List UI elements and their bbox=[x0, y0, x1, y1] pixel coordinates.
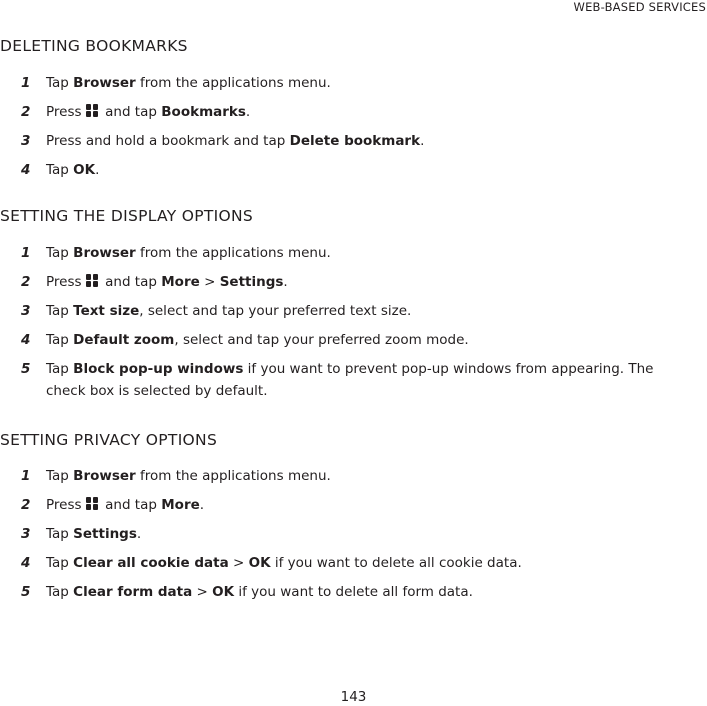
step-number: 1 bbox=[21, 468, 31, 484]
step-text: Tap Clear all cookie data > OK if you want to delete all cookie data. bbox=[46, 555, 522, 571]
ui-term: OK bbox=[73, 162, 96, 178]
ui-term: Bookmarks bbox=[161, 104, 246, 120]
step-text: Tap Settings. bbox=[46, 526, 142, 542]
step-number: 2 bbox=[21, 104, 31, 120]
step-number: 3 bbox=[21, 133, 31, 149]
step-text: Tap Text size, select and tap your preferred text size. bbox=[46, 303, 412, 319]
step-text: Tap Clear form data > OK if you want to delete all form data. bbox=[46, 584, 473, 600]
step-number: 4 bbox=[21, 162, 31, 178]
section-heading-deleting-bookmarks: DELETING BOOKMARKS bbox=[0, 37, 188, 55]
ui-term: OK bbox=[248, 555, 271, 571]
step-text: Press and tap More > Settings. bbox=[46, 274, 288, 290]
step-number: 2 bbox=[21, 497, 31, 513]
ui-term: Settings bbox=[219, 274, 284, 290]
step-number: 5 bbox=[21, 584, 31, 600]
ui-term: Clear form data bbox=[73, 584, 193, 600]
ui-term: Delete bookmark bbox=[289, 133, 421, 149]
step-number: 3 bbox=[21, 303, 31, 319]
ui-term: Block pop-up windows bbox=[73, 361, 244, 377]
step-number: 4 bbox=[21, 332, 31, 348]
running-header: WEB-BASED SERVICES bbox=[573, 0, 706, 14]
step-text: Tap OK. bbox=[46, 162, 100, 178]
section-heading-privacy-options: SETTING PRIVACY OPTIONS bbox=[0, 431, 218, 449]
step-text: Press and tap More. bbox=[46, 497, 205, 513]
menu-key-icon bbox=[86, 497, 99, 510]
step-item bbox=[0, 358, 690, 406]
ui-term: More bbox=[161, 497, 200, 513]
page-number: 143 bbox=[340, 689, 367, 705]
ui-term: Browser bbox=[73, 468, 136, 484]
step-number: 5 bbox=[21, 361, 31, 377]
step-number: 2 bbox=[21, 274, 31, 290]
ui-term: Browser bbox=[73, 75, 136, 91]
ui-term: OK bbox=[212, 584, 235, 600]
step-text: Tap Block pop-up windows if you want to prevent pop-up windows from appearing. The check box is selected by default. bbox=[46, 361, 654, 399]
section-heading-display-options: SETTING THE DISPLAY OPTIONS bbox=[0, 207, 254, 225]
step-number: 1 bbox=[21, 245, 31, 261]
step-number: 1 bbox=[21, 75, 31, 91]
menu-key-icon bbox=[86, 274, 99, 287]
ui-term: Clear all cookie data bbox=[73, 555, 229, 571]
menu-key-icon bbox=[86, 104, 99, 117]
step-text: Tap Browser from the applications menu. bbox=[46, 245, 331, 261]
step-number: 4 bbox=[21, 555, 31, 571]
step-text: Press and hold a bookmark and tap Delete bookmark. bbox=[46, 133, 425, 149]
step-text: Tap Browser from the applications menu. bbox=[46, 468, 331, 484]
ui-term: Text size bbox=[73, 303, 140, 319]
ui-term: Settings bbox=[73, 526, 137, 542]
step-text: Tap Default zoom, select and tap your preferred zoom mode. bbox=[46, 332, 469, 348]
step-text: Tap Browser from the applications menu. bbox=[46, 75, 331, 91]
ui-term: Default zoom bbox=[73, 332, 175, 348]
ui-term: Browser bbox=[73, 245, 136, 261]
step-number: 3 bbox=[21, 526, 31, 542]
step-text: Press and tap Bookmarks. bbox=[46, 104, 251, 120]
ui-term: More bbox=[161, 274, 200, 290]
